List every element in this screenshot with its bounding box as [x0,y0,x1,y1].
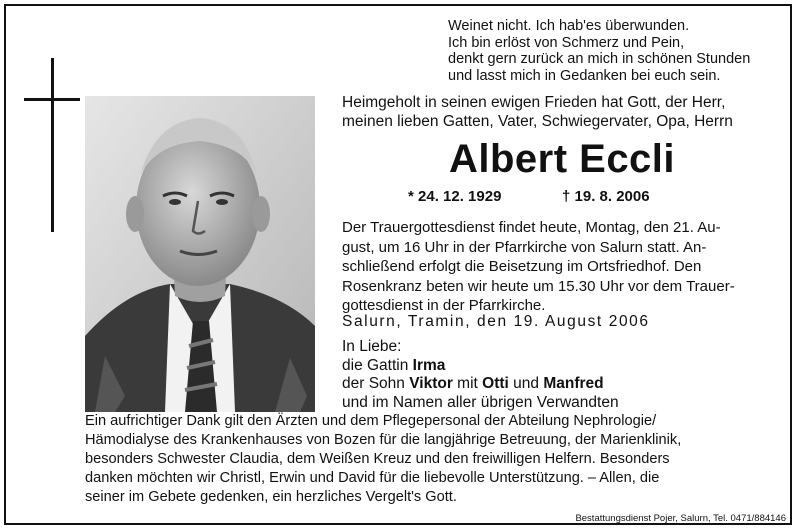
mourners-heading: In Liebe: [342,338,402,355]
birth-date: * 24. 12. 1929 [408,188,502,205]
funeral-home-credit: Bestattungsdienst Pojer, Salurn, Tel. 0471/884146 [575,513,786,524]
death-date: † 19. 8. 2006 [562,188,650,205]
place-and-date: Salurn, Tramin, den 19. August 2006 [342,313,650,330]
mourner-line-3: und im Namen aller übrigen Verwandten [342,393,619,411]
memorial-poem: Weinet nicht. Ich hab'es überwunden. Ich bin erlöst von Schmerz und Pein, denkt gern zurück an mich in schönen Stunden und lasst mich in Gedanken bei euch sein. [448,18,751,84]
mourner-line-2-prefix: der Sohn [342,375,410,392]
mourner-line-2-and: und [508,375,544,392]
funeral-service-text: Der Trauergottesdienst findet heute, Montag, den 21. Au- gust, um 16 Uhr in der Pfarrkirche von Salurn statt. An- schließend erfolgt die Beisetzung im Ortsfriedhof. Den Rosenkranz beten wir heute um 15.30 Uhr vor dem Trauer- gottesdienst in der Pfarrkirche. [342,219,735,314]
mourner-name-otti: Otti [482,375,509,392]
mourner-line-2 [342,375,782,394]
mourners-list [342,338,782,412]
mourner-wife-name: Irma [412,356,446,374]
mourner-son-name: Viktor [409,375,453,392]
mourner-line-2-mid: mit [452,375,483,392]
portrait-photo [85,96,315,412]
mourner-line-1-prefix: die Gattin [342,356,413,374]
portrait-image [85,96,315,412]
cross-icon [51,58,54,232]
cross-icon-bar [24,98,80,101]
mourner-name-manfred: Manfred [543,375,604,392]
deceased-name: Albert Eccli [448,137,676,181]
intro-text: Heimgeholt in seinen ewigen Frieden hat Gott, der Herr, meinen lieben Gatten, Vater, Schwiegervater, Opa, Herrn [342,94,733,130]
mourner-line-1 [342,357,782,376]
acknowledgement-text: Ein aufrichtiger Dank gilt den Ärzten und dem Pflegepersonal der Abteilung Nephrologie/ Hämodialyse des Krankenhauses von Bozen für die langjährige Betreuung, der Marienklinik, besonders Schwester Claudia, dem Weißen Kreuz und den freiwilligen Helfern. Besonders danken möchten wir Christl, Erwin und David für die liebevolle Unterstützung. – Allen, die seiner im Gebete gedenken, ein herzliches Vergelt's Gott. [85,413,682,505]
